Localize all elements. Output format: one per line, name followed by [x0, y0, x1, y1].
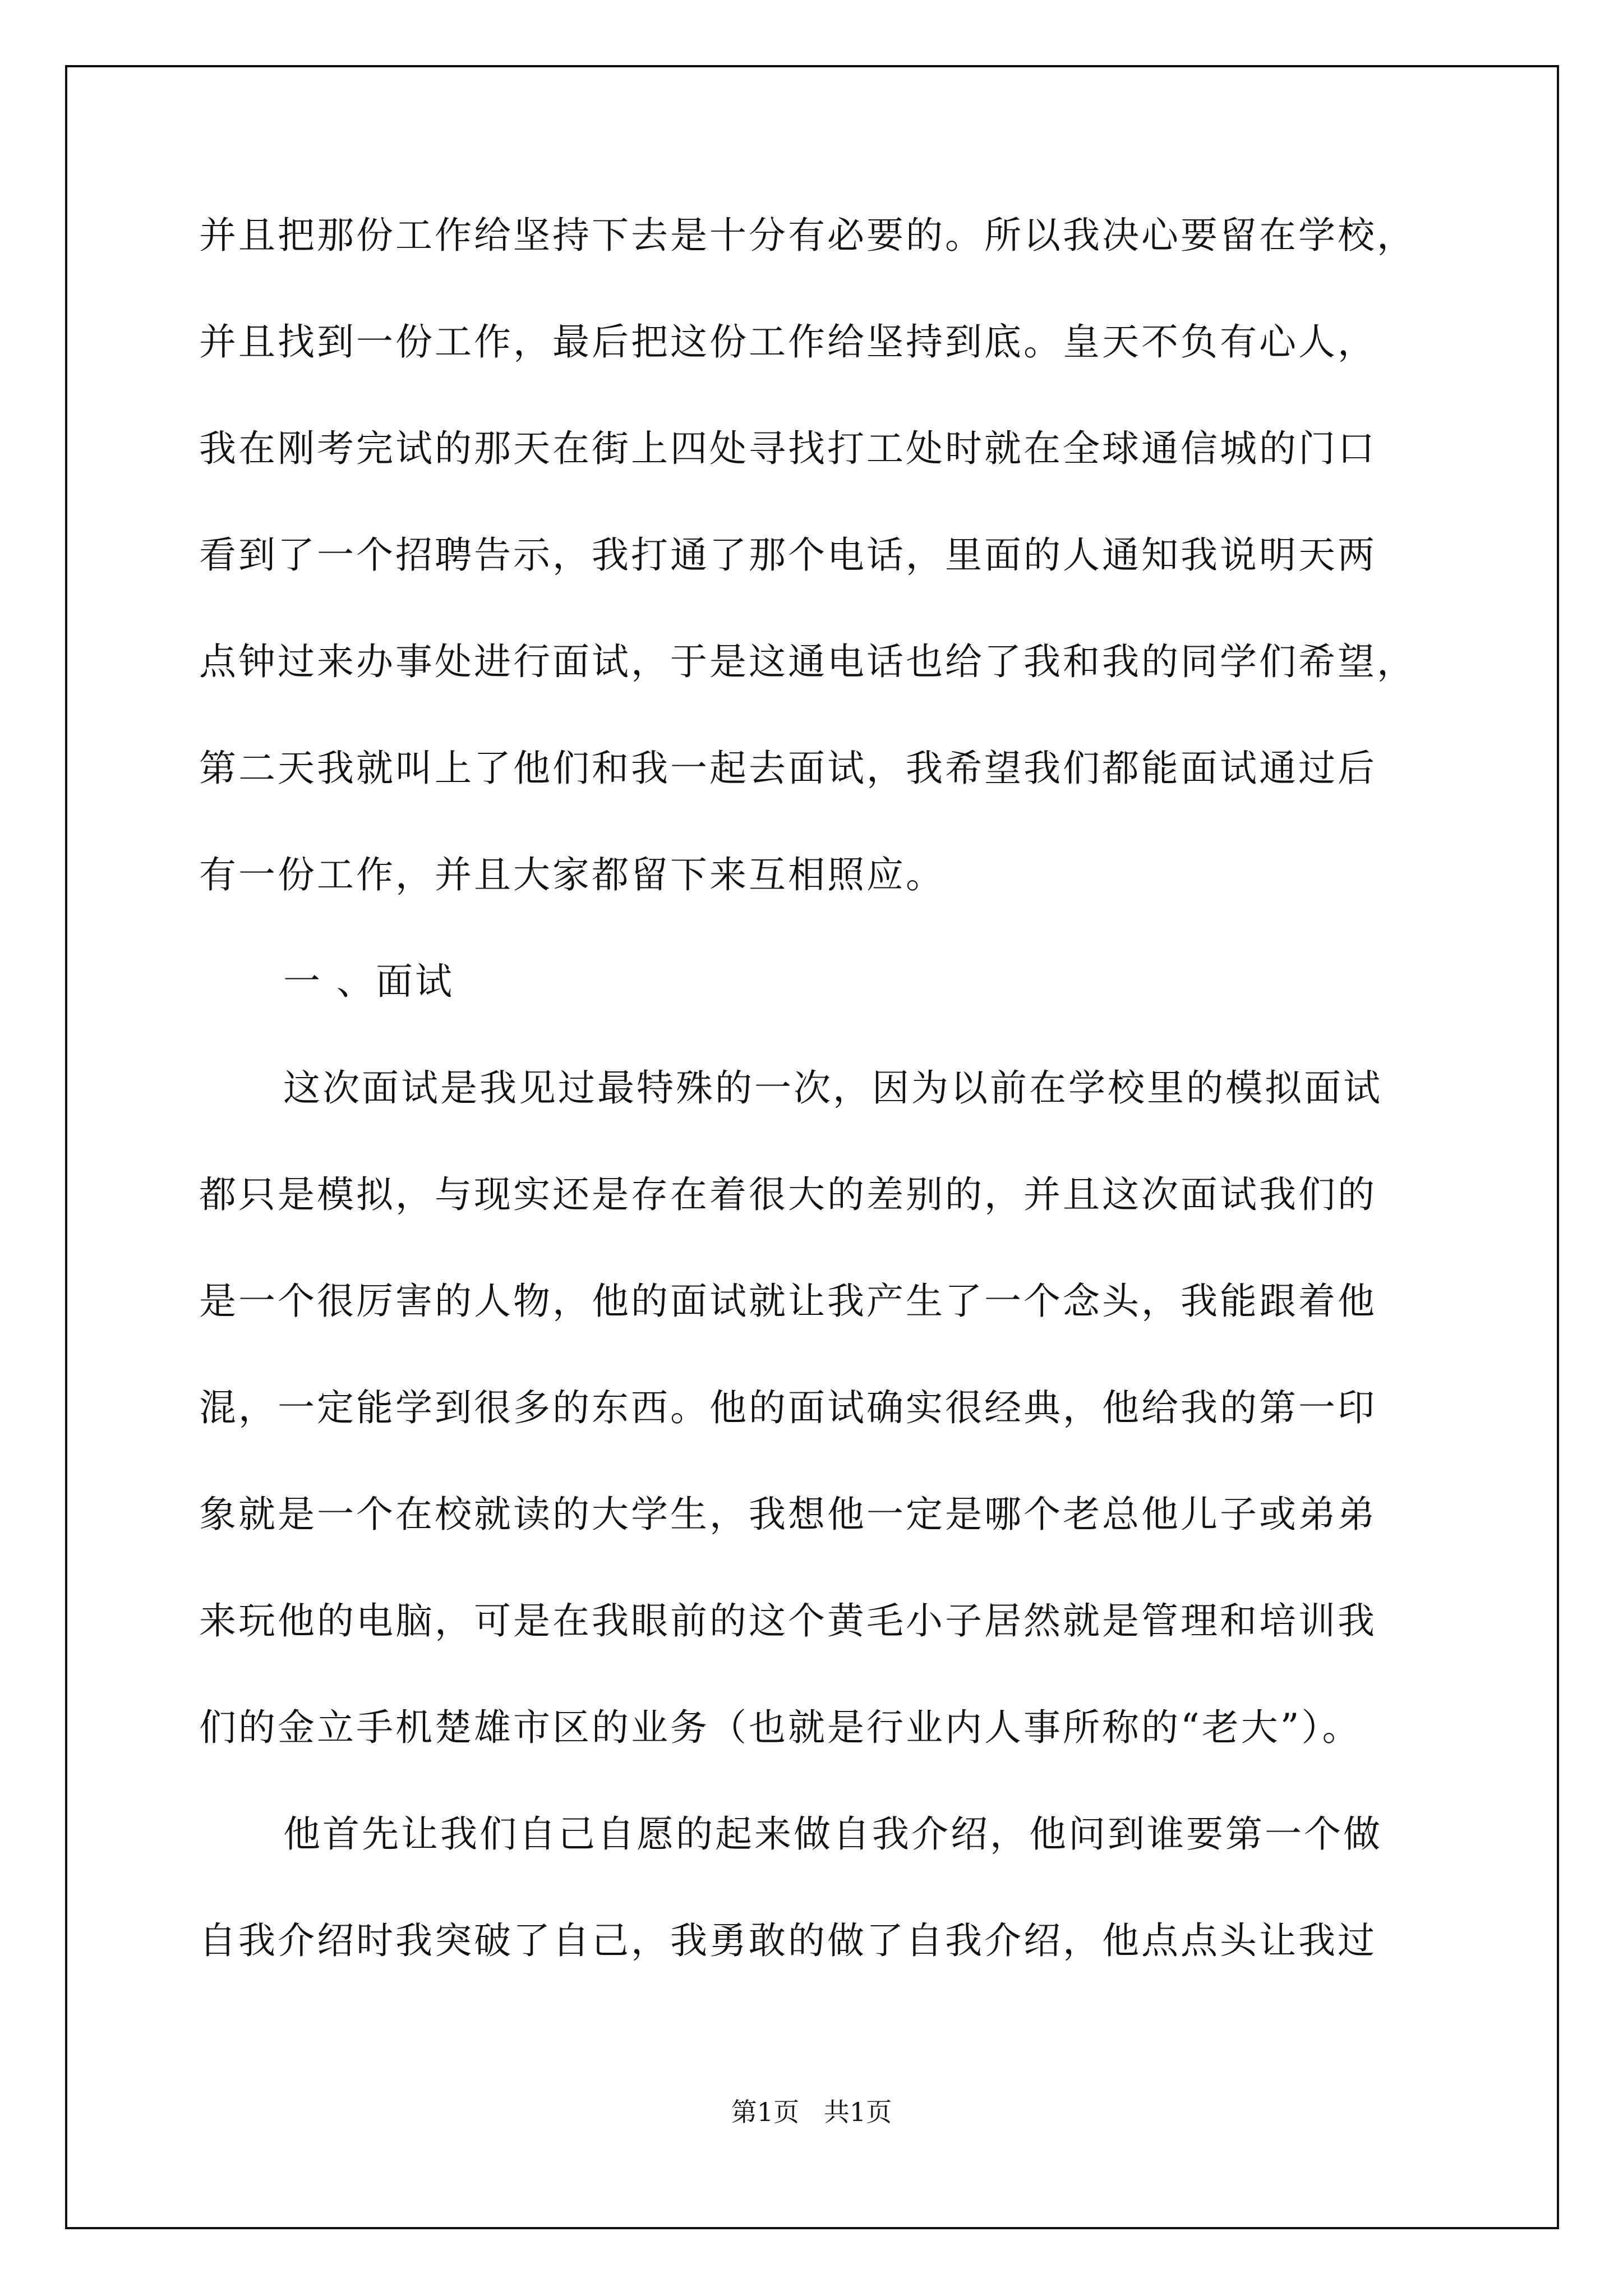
- page-border: [65, 65, 1559, 2229]
- body-line: 看到了一个招聘告示，我打通了那个电话，里面的人通知我说明天两: [199, 533, 1377, 577]
- body-line: 这次面试是我见过最特殊的一次，因为以前在学校里的模拟面试: [283, 1066, 1382, 1110]
- body-line: 有一份工作，并且大家都留下来互相照应。: [199, 853, 945, 896]
- body-line: 他首先让我们自己自愿的起来做自我介绍，他问到谁要第一个做: [283, 1812, 1382, 1856]
- body-line: 第二天我就叫上了他们和我一起去面试，我希望我们都能面试通过后: [199, 747, 1377, 790]
- page-footer: 第1页 共1页: [731, 2097, 892, 2127]
- body-line: 都只是模拟，与现实还是存在着很大的差别的，并且这次面试我们的: [199, 1173, 1377, 1216]
- body-line: 来玩他的电脑，可是在我眼前的这个黄毛小子居然就是管理和培训我: [199, 1599, 1377, 1642]
- body-line: 并且找到一份工作，最后把这份工作给坚持到底。皇天不负有心人，: [199, 320, 1377, 364]
- body-line: 们的金立手机楚雄市区的业务（也就是行业内人事所称的“老大”）。: [199, 1706, 1362, 1749]
- body-line: 我在刚考完试的那天在街上四处寻找打工处时就在全球通信城的门口: [199, 427, 1377, 470]
- body-line: 象就是一个在校就读的大学生，我想他一定是哪个老总他儿子或弟弟: [199, 1493, 1377, 1536]
- body-line: 是一个很厉害的人物，他的面试就让我产生了一个念头，我能跟着他: [199, 1280, 1377, 1323]
- body-line: 混，一定能学到很多的东西。他的面试确实很经典，他给我的第一印: [199, 1386, 1377, 1429]
- body-line: 自我介绍时我突破了自己，我勇敢的做了自我介绍，他点点头让我过: [199, 1919, 1377, 1962]
- body-line: 并且把那份工作给坚持下去是十分有必要的。所以我决心要留在学校，: [199, 214, 1416, 257]
- section-heading: 一 、面试: [283, 960, 454, 1003]
- body-line: 点钟过来办事处进行面试，于是这通电话也给了我和我的同学们希望，: [199, 640, 1416, 683]
